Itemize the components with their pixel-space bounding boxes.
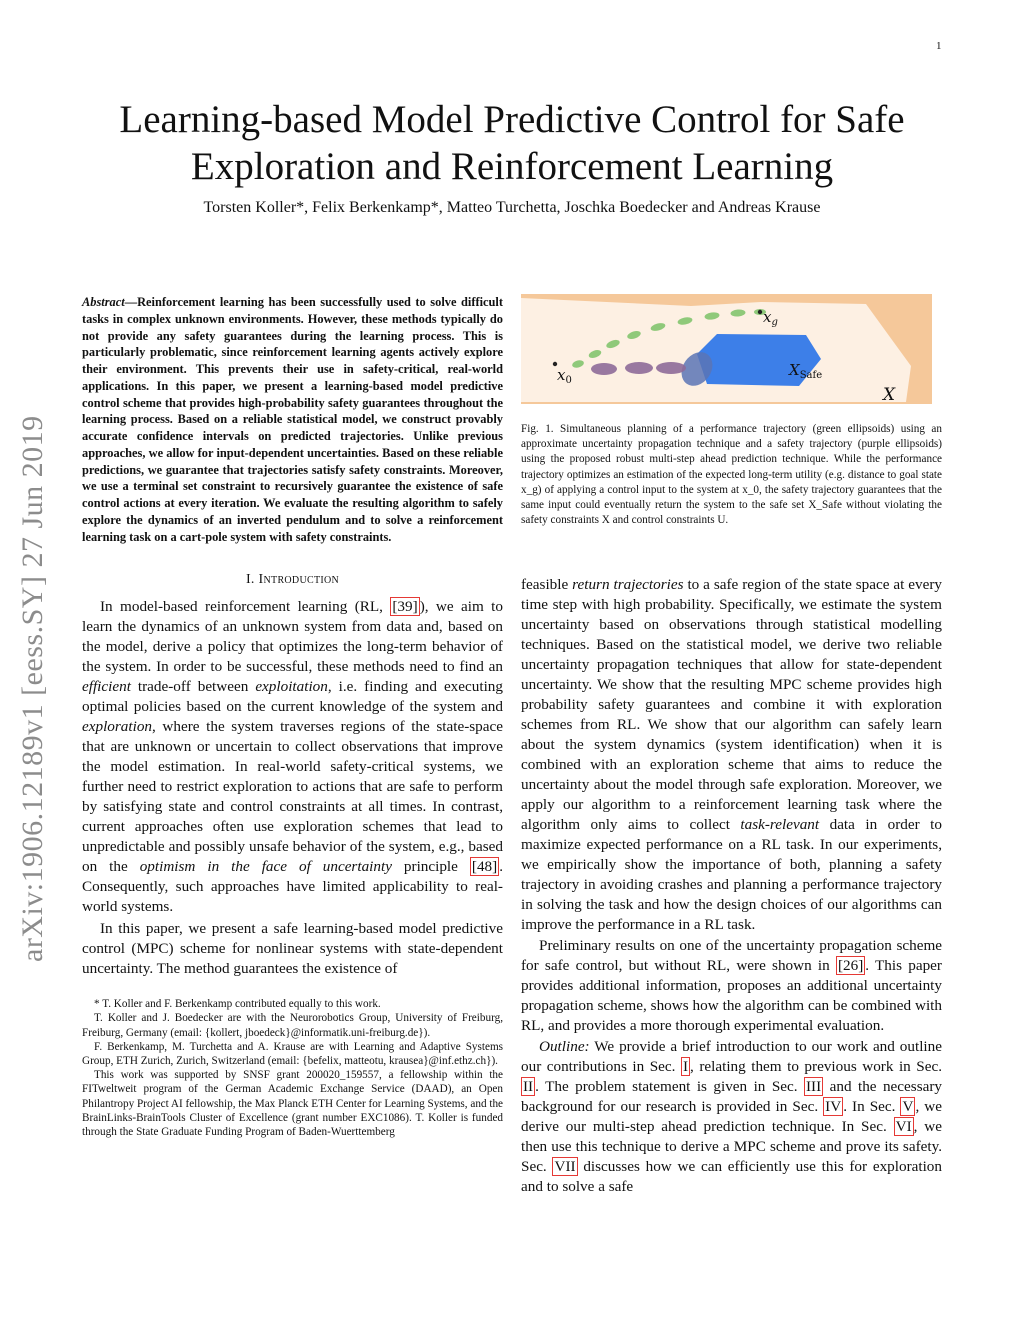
emphasis: return trajectories [572, 576, 684, 594]
text-run: ), we aim to learn the dynamics of an unknown system from data and, based on the model, derive a policy that optimizes the long-term behavior of the system. In order to be successful, these methods need to find an [82, 598, 503, 676]
footnotes [82, 997, 503, 1139]
right-paragraph-outline [521, 1037, 942, 1197]
introduction-body-continued [521, 575, 942, 1197]
safety-ellipse-2 [625, 362, 653, 374]
author-list: Torsten Koller*, Felix Berkenkamp*, Matteo Turchetta, Joschka Boedecker and Andreas Krause [203, 199, 821, 216]
text-run: data in order to maximize expected performance on a RL task. In our experiments, we empirically show the importance of both, planning a safety trajectory in avoiding crashes and planning a performance trajectory in solving the task and how the design choices of our algorithms can improve the performance in a RL task. [521, 816, 942, 934]
label-x0-sub: 0 [565, 375, 572, 386]
section-link-4[interactable]: IV [825, 1098, 842, 1116]
paper-title [60, 96, 964, 190]
figure-1-illustration [521, 294, 932, 404]
page-number: 1 [936, 40, 942, 52]
section-title: Introduction [258, 572, 340, 588]
intro-paragraph-1 [82, 597, 503, 917]
abstract-text: —Reinforcement learning has been successfully used to solve difficult tasks in complex unknown environments. However, these methods typically do not provide any safety guarantees during the learning process. This is particularly problematic, since reinforcement learning agents actively explore their environment. This prevents their use in safety-critical, real-world applications. In this paper, we present a learning-based model predictive control scheme that provides high-probability safety guarantees throughout the learning process. Based on a reliable statistical model, we construct provably accurate confidence intervals on predicted trajectories. Unlike previous approaches, we allow for input-dependent uncertainties. Based on these reliable predictions, we guarantee that trajectories satisfy safety constraints. Moreover, we use a terminal set constraint to recursively guarantee the existence of safe control actions at every iteration. We evaluate the resulting algorithm to safely explore the dynamics of an inverted pendulum and to solve a reinforcement learning task on a cart-pole system with safety constraints. [82, 295, 503, 544]
intro-paragraph-2: In this paper, we present a safe learning-based model predictive control (MPC) scheme for nonlinear systems with state-dependent uncertainty. The method guarantees the existence of [82, 920, 503, 978]
introduction-body [82, 597, 503, 979]
text-run: and the necessary background for our research is provided in Sec. [521, 1078, 942, 1116]
label-xg-sub: g [771, 317, 778, 328]
footnote-equal-contribution: * T. Koller and F. Berkenkamp contributed equally to this work. [94, 998, 381, 1011]
text-run: , i.e. finding and executing optimal policies based on the current knowledge of the system and [82, 678, 503, 716]
emphasis: task-relevant [740, 816, 820, 834]
text-run: , we derive our multi-step ahead prediction technique. In Sec. [521, 1098, 942, 1136]
right-paragraph-2 [521, 936, 942, 1036]
goal-state-marker [758, 310, 762, 314]
section-number: I. [245, 572, 255, 588]
text-run: trade-off between [130, 678, 256, 696]
emphasis: exploration [82, 718, 153, 736]
section-heading-introduction [82, 572, 503, 588]
label-xsafe-main: X [789, 361, 800, 379]
figure-1 [521, 294, 932, 404]
citation-link-39[interactable]: [39] [392, 598, 418, 616]
abstract [82, 294, 503, 545]
footnote-freiburg-affiliation: T. Koller and J. Boedecker are with the Neurorobotics Group, University of Freiburg, Freiburg, Germany (email: {kollert, jboedeck}@informatik.uni-freiburg.de}). [82, 1012, 503, 1039]
emphasis: efficient [82, 678, 131, 696]
safety-ellipse-3 [656, 362, 686, 374]
label-xg-main: x [763, 308, 772, 326]
title-line-2: Exploration and Reinforcement Learning [190, 145, 834, 188]
text-run: , we then use this technique to derive a MPC scheme and prove its safety. Sec. [521, 1118, 942, 1176]
outline-label: Outline: [539, 1038, 590, 1056]
text-run: . In Sec. [843, 1098, 901, 1116]
label-x0-main: x [557, 366, 566, 384]
section-link-5[interactable]: V [902, 1098, 914, 1116]
label-xsafe-sub: Safe [799, 370, 823, 381]
footnote-funding: This work was supported by SNSF grant 200020_159557, a fellowship within the FITweltweit program of the German Academic Exchange Service (DAAD), an Open Philantropy Project AI fellowship, the Max Planck ETH Center for Learning Systems, and the BrainLinks-BrainTools Cluster of Excellence (grant number EXC1086). T. Koller is funded through the State Graduate Funding Program of Baden-Wuerttemberg [82, 1069, 503, 1139]
title-line-1: Learning-based Model Predictive Control for Safe [119, 98, 905, 141]
text-run: In model-based reinforcement learning (RL, [100, 598, 391, 616]
figure-1-caption: Fig. 1. Simultaneous planning of a performance trajectory (green ellipsoids) using an approximate uncertainty propagation technique and a safety trajectory (purple ellipsoids) using the proposed robust multi-step ahead prediction technique. While the performance trajectory optimizes an estimation of the expected long-term utility (e.g. distance to goal state x_g) of applying a control input to the system at x_0, the safety trajectory guarantees that the same input could eventually return the system to the safe set X_Safe without violating the safety constraints X and control constraints U. [521, 423, 942, 527]
abstract-label: Abstract [82, 295, 125, 309]
arxiv-identifier: arXiv:1906.12189v1 [eess.SY] 27 Jun 2019 [16, 415, 49, 962]
safety-ellipse-1 [591, 363, 617, 375]
section-link-7[interactable]: VII [554, 1158, 576, 1176]
section-link-2[interactable]: II [523, 1078, 534, 1096]
citation-link-26[interactable]: [26] [837, 957, 864, 975]
text-run: feasible [521, 576, 573, 594]
text-run: discusses how we can efficiently use this for exploration and to solve a safe [521, 1158, 942, 1196]
text-run: . This paper provides additional information, proposes an additional uncertainty propagation scheme, shows how the algorithm can be combined with RL, and provides a more thorough experimental evaluation. [521, 957, 942, 1035]
right-column [521, 294, 942, 1197]
label-x-constraints: X [883, 385, 896, 404]
section-link-6[interactable]: VI [895, 1118, 912, 1136]
left-column [82, 294, 503, 1139]
text-run: . The problem statement is given in Sec. [535, 1078, 804, 1096]
text-run: . Consequently, such approaches have limited applicability to real-world systems. [82, 858, 503, 916]
text-run: We provide a brief introduction to our work and outline our contributions in Sec. [521, 1038, 942, 1076]
citation-link-48[interactable]: [48] [471, 858, 498, 876]
footnote-eth-affiliation: F. Berkenkamp, M. Turchetta and A. Krause are with Learning and Adaptive Systems Group, ETH Zurich, Zurich, Switzerland (email: {befelix, matteotu, krausea}@inf.ethz.ch}). [82, 1040, 503, 1068]
text-run: , relating them to previous work in Sec. [690, 1058, 942, 1076]
text-run: principle [391, 858, 470, 876]
emphasis: optimism in the face of uncertainty [139, 858, 392, 876]
text-run: , where the system traverses regions of the state-space that are unknown or uncertain to collect observations that improve the model estimation. In real-world safety-critical systems, we further need to restrict exploration to actions that are safe to perform by satisfying state and control constraints at all times. In contrast, current approaches often use exploration schemes that lead to unpredictable and possibly unsafe behavior of the system, e.g., based on the [82, 718, 503, 876]
section-link-3[interactable]: III [805, 1078, 822, 1096]
text-run: Preliminary results on one of the uncertainty propagation scheme for safe control, but without RL, were shown in [521, 937, 942, 975]
emphasis: exploitation [255, 678, 328, 696]
right-paragraph-1 [521, 575, 942, 935]
text-run: to a safe region of the state space at every time step with high probability. Specifically, we estimate the system uncertainty based on observations through statistical modelling techniques. Based on the statistical model, we derive two reliable uncertainty propagation techniques that allow for state-dependent uncertainty. We show that the resulting MPC scheme provides high probability safety guarantees and combine it with exploration schemes from RL. We show that our algorithm can safely learn about the system dynamics (system identification) when it is combined with an exploration scheme that aims to reduce the uncertainty about the model through safe exploration. Moreover, we apply our algorithm to a reinforcement learning task where the algorithm only aims to collect [521, 576, 942, 834]
section-link-1[interactable]: I [682, 1058, 689, 1076]
